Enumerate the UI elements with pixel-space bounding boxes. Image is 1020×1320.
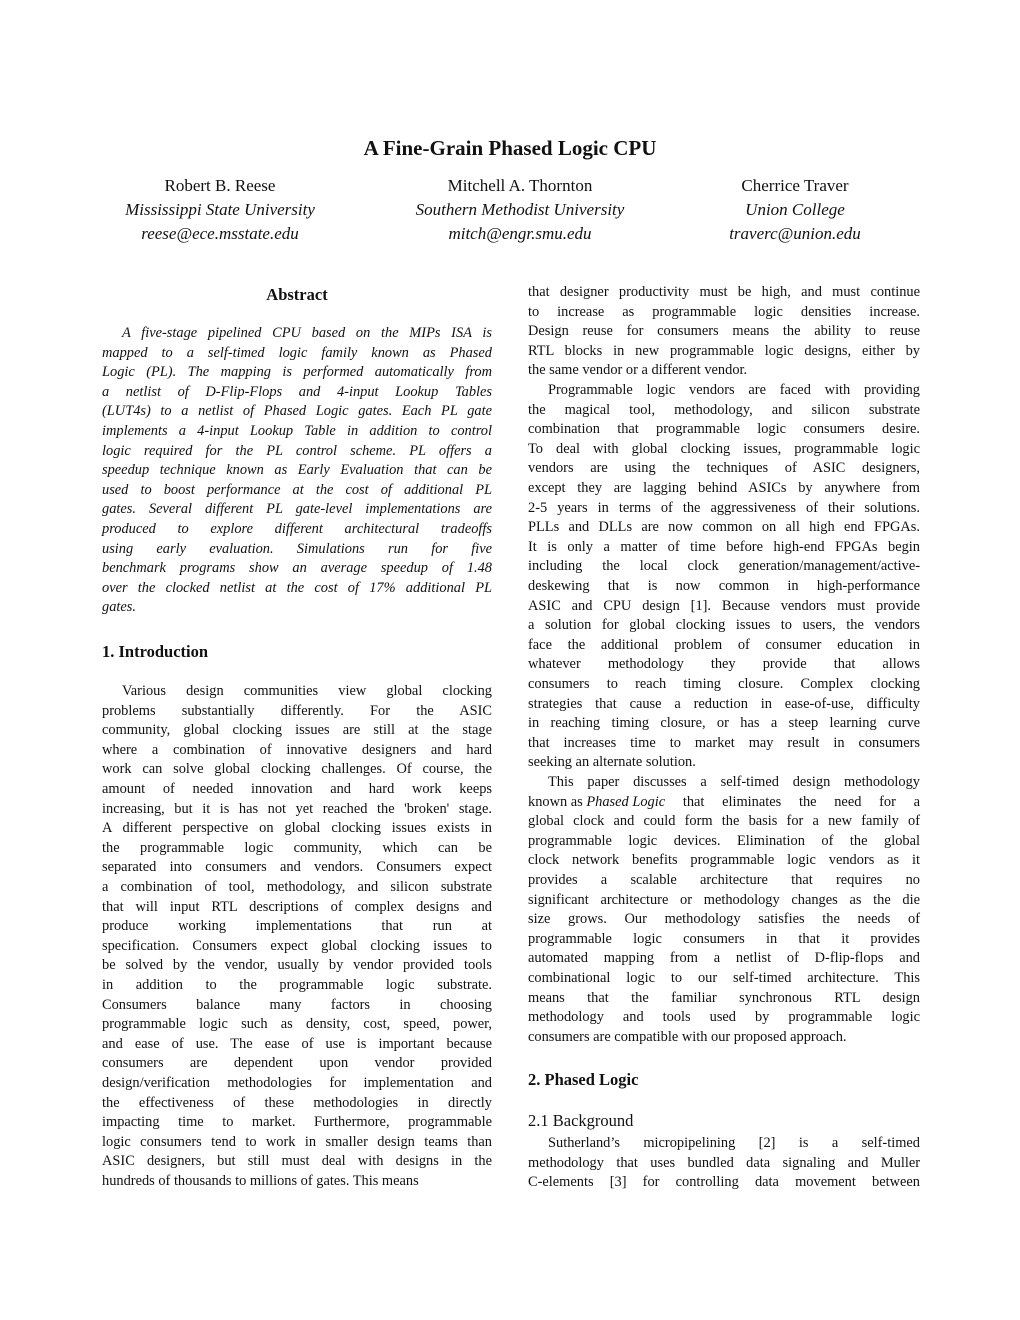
author-email: traverc@union.edu <box>729 224 861 243</box>
text-line: RTL blocks in new programmable logic designs, either by <box>528 342 920 359</box>
text-span: known as <box>528 793 587 810</box>
text-line: impacting time to market. Furthermore, programmable <box>102 1114 492 1131</box>
author-email: mitch@engr.smu.edu <box>448 224 592 243</box>
text-line: a solution for global clocking issues to users, the vendors <box>528 617 920 634</box>
text-line: in addition to the programmable logic substrate. <box>102 977 492 993</box>
text-line: C-elements [3] for controlling data movement between <box>528 1174 920 1191</box>
text-line: the magical tool, methodology, and silicon substrate <box>528 401 920 418</box>
text-line: global clock and could form the basis for a new family of <box>528 813 920 830</box>
text-line: mapped to a self-timed logic family known as Phased <box>102 344 492 361</box>
text-line: be solved by the vendor, usually by vendor provided tools <box>102 957 492 974</box>
text-line: used to boost performance at the cost of additional PL <box>102 481 492 498</box>
text-line: logic required for the PL control scheme. PL offers a <box>102 442 492 459</box>
author-affiliation: Mississippi State University <box>125 200 315 219</box>
author-name: Mitchell A. Thornton <box>447 176 593 195</box>
subsection-2-1-heading: 2.1 Background <box>528 1111 634 1130</box>
text-line: speedup technique known as Early Evaluation that can be <box>102 462 492 479</box>
text-line: This paper discusses a self-timed design methodology <box>548 774 920 790</box>
text-line: to increase as programmable logic densities increase. <box>528 303 920 320</box>
text-line: increasing, but it is has not yet reached the 'broken' stage. <box>102 800 492 817</box>
text-line: over the clocked netlist at the cost of 17% additional PL <box>102 579 492 596</box>
text-line: specification. Consumers expect global clocking issues to <box>102 937 492 954</box>
text-line <box>528 793 920 813</box>
text-line: Logic (PL). The mapping is performed automatically from <box>102 364 492 381</box>
text-line: produced to explore different architectural tradeoffs <box>102 521 492 537</box>
text-line: a combination of tool, methodology, and silicon substrate <box>102 879 492 895</box>
text-line: provides a scalable architecture that requires no <box>528 872 920 888</box>
text-line: that designer productivity must be high, and must continue <box>528 284 920 300</box>
abstract-heading: Abstract <box>266 285 328 304</box>
text-line: Sutherland’s micropipelining [2] is a self-timed <box>548 1135 920 1151</box>
text-line: methodology and tools used by programmable logic <box>528 1009 920 1026</box>
text-line: PLLs and DLLs are now common on all high end FPGAs. <box>528 519 920 536</box>
text-line: ASIC designers, but still must deal with designs in the <box>102 1153 492 1170</box>
text-line: gates. Several different PL gate-level implementations are <box>102 501 492 518</box>
text-line: programmable logic such as density, cost, speed, power, <box>102 1016 492 1033</box>
text-line: amount of needed innovation and hard work keeps <box>102 781 492 797</box>
text-span: that eliminates the need for a <box>665 793 920 810</box>
author-2 <box>380 174 660 246</box>
text-line: face the additional problem of consumer education in <box>528 636 920 653</box>
text-line: strategies that cause a reduction in ease-of-use, difficulty <box>528 695 920 712</box>
text-line: means that the familiar synchronous RTL design <box>528 989 920 1006</box>
text-line: the programmable logic community, which can be <box>102 839 492 856</box>
text-line: consumers are compatible with our proposed approach. <box>528 1028 847 1045</box>
section-2-heading: 2. Phased Logic <box>528 1070 639 1089</box>
text-line: Various design communities view global clocking <box>122 683 492 699</box>
text-line: combinational logic to our self-timed architecture. This <box>528 970 920 986</box>
text-line: methodology that uses bundled data signaling and Muller <box>528 1154 920 1171</box>
author-affiliation: Southern Methodist University <box>415 200 625 219</box>
text-line: A five-stage pipelined CPU based on the MIPs ISA is <box>122 325 492 341</box>
text-line: problems substantially differently. For the ASIC <box>102 702 492 719</box>
text-line: separated into consumers and vendors. Consumers expect <box>102 859 492 876</box>
text-line: vendors are using the techniques of ASIC designers, <box>528 460 920 477</box>
text-line: whatever methodology they provide that allows <box>528 656 920 673</box>
emphasis-phased-logic: Phased Logic <box>586 793 666 810</box>
text-line: that increases time to market may result in consumers <box>528 734 920 751</box>
section-1-heading: 1. Introduction <box>102 642 209 661</box>
text-line: (LUT4s) to a netlist of Phased Logic gates. Each PL gate <box>102 403 492 420</box>
text-line: and ease of use. The ease of use is important because <box>102 1035 492 1052</box>
text-line: design/verification methodologies for implementation and <box>102 1075 492 1091</box>
text-line: the same vendor or a different vendor. <box>528 362 748 379</box>
text-line: automated mapping from a netlist of D-flip-flops and <box>528 950 920 967</box>
text-line: gates. <box>102 599 136 616</box>
text-line: except they are lagging behind ASICs by anywhere from <box>528 480 920 496</box>
text-line: a netlist of D-Flip-Flops and 4-input Lookup Tables <box>102 383 492 400</box>
text-line: in reaching timing closure, or has a steep learning curve <box>528 715 920 732</box>
author-name: Robert B. Reese <box>164 176 276 195</box>
text-line: size grows. Our methodology satisfies the needs of <box>528 911 920 928</box>
text-line: ASIC and CPU design [1]. Because vendors must provide <box>528 597 920 614</box>
author-3 <box>655 174 935 246</box>
author-1 <box>80 174 360 246</box>
text-line: including the local clock generation/management/active- <box>528 558 920 575</box>
text-line: logic consumers tend to work in smaller design teams than <box>102 1133 492 1150</box>
author-email: reese@ece.msstate.edu <box>141 224 299 243</box>
text-line: implements a 4-input Lookup Table in addition to control <box>102 423 492 439</box>
text-line: produce working implementations that run at <box>102 918 492 935</box>
text-line: that will input RTL descriptions of complex designs and <box>102 898 492 915</box>
text-line: where a combination of innovative designers and hard <box>102 741 492 758</box>
text-line: work can solve global clocking challenges. Of course, the <box>102 761 492 778</box>
text-line: using early evaluation. Simulations run for five <box>102 540 492 557</box>
text-line: A different perspective on global clocking issues exists in <box>102 820 492 837</box>
text-line: consumers to reach timing closure. Complex clocking <box>528 676 920 692</box>
text-line: Design reuse for consumers means the ability to reuse <box>528 323 920 340</box>
text-line: It is only a matter of time before high-end FPGAs begin <box>528 538 920 555</box>
text-line: combination that programmable logic consumers desire. <box>528 421 920 438</box>
text-line: hundreds of thousands to millions of gates. This means <box>102 1173 419 1189</box>
text-line: programmable logic consumers in that it provides <box>528 930 920 947</box>
text-line: programmable logic devices. Elimination of the global <box>528 832 920 849</box>
author-affiliation: Union College <box>745 200 845 219</box>
text-line: benchmark programs show an average speedup of 1.48 <box>102 560 492 577</box>
text-line: consumers are dependent upon vendor provided <box>102 1055 492 1072</box>
text-line: clock network benefits programmable logic vendors as it <box>528 852 920 869</box>
text-line: To deal with global clocking issues, programmable logic <box>528 440 920 457</box>
text-line: Programmable logic vendors are faced with providing <box>548 382 920 398</box>
text-line: seeking an alternate solution. <box>528 754 696 771</box>
text-line: 2-5 years in terms of the aggressiveness of their solutions. <box>528 499 920 516</box>
text-line: Consumers balance many factors in choosing <box>102 996 492 1013</box>
paper-title: A Fine-Grain Phased Logic CPU <box>363 136 657 161</box>
author-name: Cherrice Traver <box>741 176 849 195</box>
text-line: deskewing that is now common in high-performance <box>528 578 920 594</box>
text-line: significant architecture or methodology changes as the die <box>528 891 920 908</box>
text-line: the effectiveness of these methodologies in directly <box>102 1094 492 1111</box>
text-line: community, global clocking issues are still at the stage <box>102 722 492 739</box>
